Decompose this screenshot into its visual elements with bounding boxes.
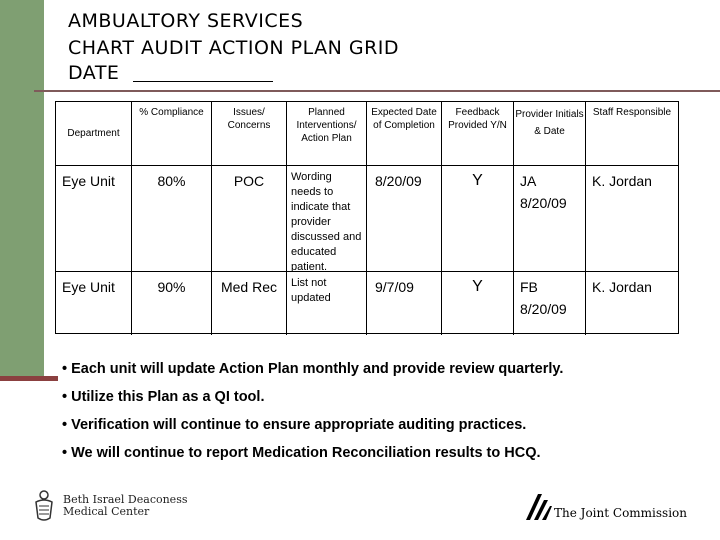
row2-provider: FB 8/20/09	[514, 272, 586, 335]
header-provider: Provider Initials & Date	[514, 102, 586, 166]
row1-department: Eye Unit	[56, 166, 132, 272]
row2-staff: K. Jordan	[592, 279, 652, 295]
date-blank	[133, 81, 273, 82]
beth-israel-line2: Medical Center	[63, 505, 150, 518]
bullet-item: • Verification will continue to ensure appropriate auditing practices.	[62, 417, 527, 433]
joint-commission-wordmark: The Joint Commission	[554, 506, 687, 520]
beth-israel-logo	[30, 488, 187, 524]
row2-issues: Med Rec	[212, 272, 287, 335]
header-department: Department	[56, 102, 132, 166]
title-line-2: CHART AUDIT ACTION PLAN GRID	[68, 37, 400, 59]
title-line-1: AMBUALTORY SERVICES	[68, 10, 304, 32]
row2-expected-date: 9/7/09	[367, 272, 442, 335]
left-accent-bar	[0, 0, 44, 378]
left-accent-cap	[0, 376, 58, 381]
header-feedback: Feedback Provided Y/N	[442, 102, 514, 166]
bullet-list	[62, 360, 702, 472]
row1-feedback: Y	[442, 166, 514, 272]
date-label-line	[68, 62, 273, 84]
header-staff: Staff Responsible	[586, 102, 678, 166]
beth-israel-emblem-icon	[30, 488, 58, 524]
beth-israel-wordmark	[63, 494, 187, 518]
header-compliance: % Compliance	[132, 102, 212, 166]
header-expected-date: Expected Date of Completion	[367, 102, 442, 166]
bullet-item: • Each unit will update Action Plan monthly and provide review quarterly.	[62, 361, 564, 377]
row1-compliance: 80%	[132, 166, 212, 272]
row2-action-plan: List not updated	[287, 272, 367, 335]
bullet-item: • We will continue to report Medication Reconciliation results to HCQ.	[62, 445, 541, 461]
row1-staff: K. Jordan	[586, 166, 678, 272]
beth-israel-line1: Beth Israel Deaconess	[63, 493, 188, 506]
row2-feedback: Y	[442, 272, 514, 335]
audit-grid-table	[55, 101, 679, 334]
header-action-plan: Planned Interventions/ Action Plan	[287, 102, 367, 166]
row2-compliance: 90%	[132, 272, 212, 335]
row1-expected-date: 8/20/09	[367, 166, 442, 272]
row1-issues: POC	[212, 166, 287, 272]
row1-provider: JA 8/20/09	[514, 166, 586, 272]
row2-department: Eye Unit	[56, 272, 132, 335]
bullet-item: • Utilize this Plan as a QI tool.	[62, 389, 265, 405]
joint-commission-logo	[524, 492, 687, 522]
joint-commission-mark-icon	[524, 492, 552, 522]
title-underline	[34, 90, 720, 92]
row1-action-plan: Wording needs to indicate that provider discussed and educated patient.	[287, 166, 367, 272]
date-label: DATE	[68, 62, 120, 84]
header-issues: Issues/ Concerns	[212, 102, 287, 166]
